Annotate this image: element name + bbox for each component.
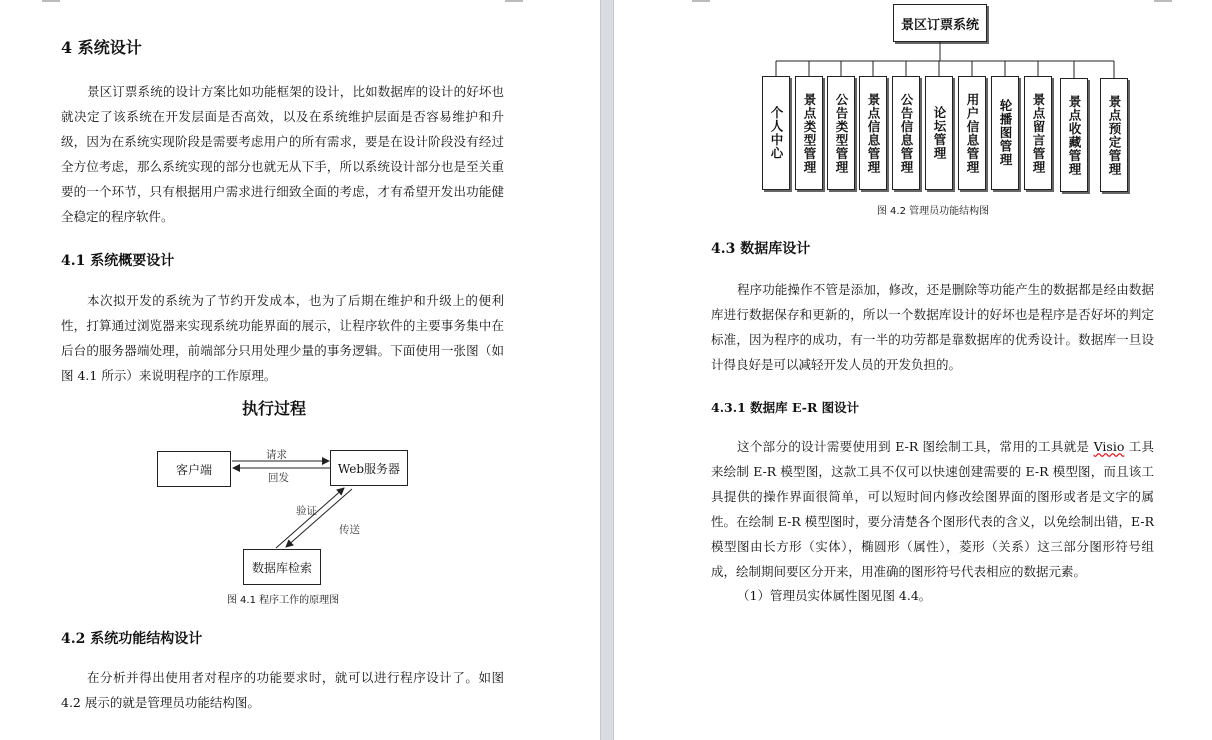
web-server-box: Web服务器 <box>330 450 408 486</box>
figure-4-1-caption: 图 4.1 程序工作的原理图 <box>226 595 340 606</box>
figure-4-2-caption: 图 4.2 管理员功能结构图 <box>876 206 990 217</box>
org-node: 个人中心 <box>762 76 790 190</box>
org-node: 景点预定管理 <box>1100 78 1128 192</box>
reply-label: 回发 <box>268 472 289 484</box>
paragraph-4-2: 在分析并得出使用者对程序的功能要求时，就可以进行程序设计了。如图 4.2 展示的就是管理员功能结构图。 <box>61 670 504 710</box>
visio-word: Visio <box>1093 439 1125 454</box>
heading-4-1: 4.1 系统概要设计 <box>61 253 175 269</box>
heading-chapter-4: 4 系统设计 <box>61 38 142 57</box>
verify-label: 验证 <box>296 505 317 517</box>
org-node: 景点留言管理 <box>1024 76 1052 190</box>
org-node: 轮播图管理 <box>991 76 1019 190</box>
client-box: 客户端 <box>157 451 231 487</box>
heading-4-2: 4.2 系统功能结构设计 <box>61 631 203 647</box>
org-root-box: 景区订票系统 <box>893 4 987 42</box>
figure-title: 执行过程 <box>241 399 306 418</box>
org-node: 公告类型管理 <box>827 76 855 190</box>
heading-4-3: 4.3 数据库设计 <box>711 241 811 257</box>
heading-4-3-1: 4.3.1 数据库 E-R 图设计 <box>711 400 860 415</box>
paragraph-4-1: 本次拟开发的系统为了节约开发成本，也为了后期在维护和升级上的便利性，打算通过浏览器来实现系统功能界面的展示，让程序软件的主要事务集中在后台的服务器端处理，前端部分只用处理少量的事务逻辑。下面使用一张图（如图 4.1 所示）来说明程序的工作原理。 <box>61 293 504 383</box>
org-node: 论坛管理 <box>925 76 953 190</box>
request-label: 请求 <box>266 449 287 461</box>
org-node: 景点信息管理 <box>859 76 887 190</box>
org-node: 景点收藏管理 <box>1060 78 1088 192</box>
paragraph-4-3-1: 这个部分的设计需要使用到 E-R 图绘制工具，常用的工具就是 Visio 工具来绘制 E-R 模型图，这款工具不仅可以快速创建需要的 E-R 模型图，而且该工具提供的操作界面很简单，可以短时间内修改绘图界面的图形或者是文字的属性。在绘制 E-R 模型图时，要分清楚各个图形代表的含义，以免绘制出错，E-R 模型图由长方形（实体），椭圆形（属性），菱形（关系）这三部分图形符号组成，绘制期间要区分开来，用准确的图形符号代表相应的数据元素。 <box>711 439 1154 579</box>
org-node: 用户信息管理 <box>958 76 986 190</box>
paragraph-4-3: 程序功能操作不管是添加，修改，还是删除等功能产生的数据都是经由数据库进行数据保存和更新的，所以一个数据库设计的好坏也是程序是否好坏的判定标准，因为程序的成功，有一半的功劳都是靠数据库的优秀设计。数据库一旦设计得良好是可以减轻开发人员的开发负担的。 <box>711 282 1154 372</box>
paragraph-intro: 景区订票系统的设计方案比如功能框架的设计，比如数据库的设计的好坏也就决定了该系统在开发层面是否高效，以及在系统维护层面是否容易维护和升级，因为在系统实现阶段是需要考虑用户的所有需求，要是在设计阶段没有经过全方位考虑，那么系统实现的部分也就无从下手，所以系统设计部分也是至关重要的一个环节，只有根据用户需求进行细致全面的考虑，才有希望开发出功能健全稳定的程序软件。 <box>61 84 504 224</box>
paragraph-fig-4-4-ref: （1）管理员实体属性图见图 4.4。 <box>737 588 932 603</box>
org-node: 景点类型管理 <box>795 76 823 190</box>
transfer-label: 传送 <box>339 524 360 536</box>
org-node: 公告信息管理 <box>892 76 920 190</box>
database-query-box: 数据库检索 <box>243 549 321 585</box>
